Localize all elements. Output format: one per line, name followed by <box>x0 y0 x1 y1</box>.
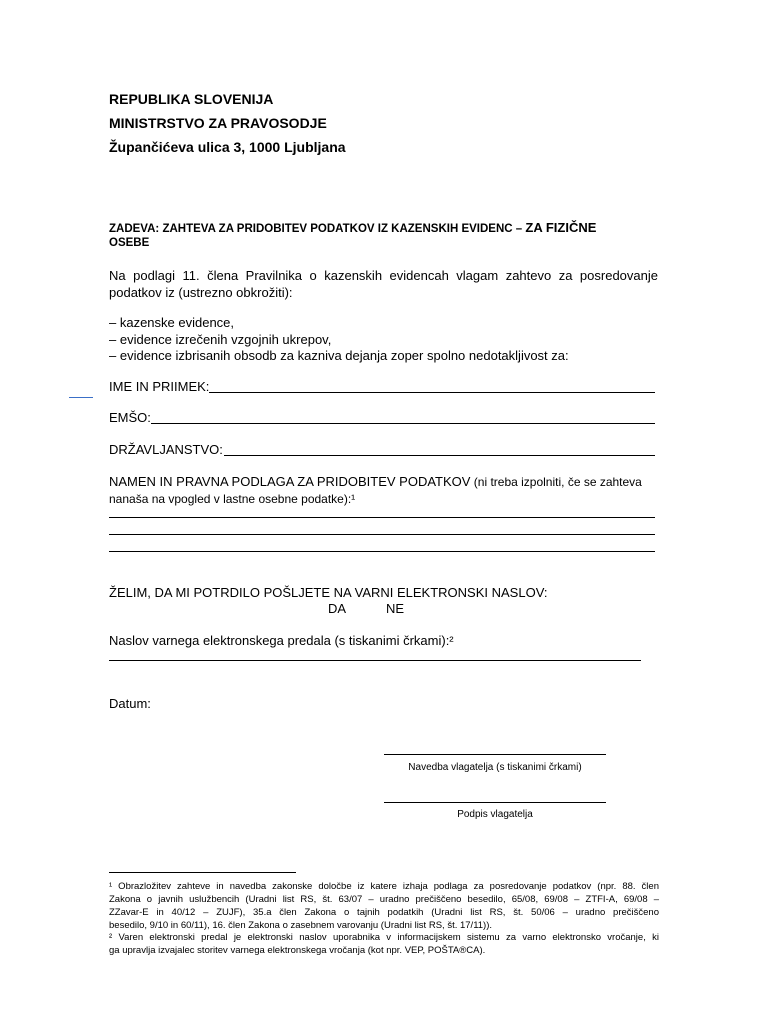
header-ministry: MINISTRSTVO ZA PRAVOSODJE <box>109 115 327 131</box>
applicant-signature-caption: Podpis vlagatelja <box>457 809 533 820</box>
purpose-line1 <box>109 474 642 489</box>
option-educational-measures: – evidence izrečenih vzgojnih ukrepov, <box>109 332 332 347</box>
option-yes[interactable]: DA <box>328 601 347 616</box>
subject-line2: OSEBE <box>109 237 150 249</box>
subject-prefix: ZADEVA: ZAHTEVA ZA PRIDOBITEV PODATKOV IZ KAZENSKIH EVIDENC – <box>109 223 526 235</box>
applicant-signature-line[interactable] <box>384 802 606 803</box>
purpose-note: (ni treba izpolniti, če se zahteva <box>470 475 642 489</box>
footnote-1-line2: Zakona o javnih uslužbencih (Uradni list RS, št. 63/07 – uradno prečiščeno besedilo, 65/08, 69/08 – ZTFI-A, 69/08 – <box>109 894 659 905</box>
purpose-input-line-3[interactable] <box>109 551 655 552</box>
date-label: Datum: <box>109 696 151 711</box>
footnote-separator <box>109 872 296 873</box>
subject-line <box>109 220 596 235</box>
purpose-input-line-1[interactable] <box>109 517 655 518</box>
emso-input-line[interactable] <box>151 423 655 424</box>
name-input-line[interactable] <box>209 392 655 393</box>
footnote-2-line2: ga upravlja izvajalec storitev varnega elektronskega vročanja (kot npr. VEP, POŠTA®CA). <box>109 945 486 956</box>
option-deleted-convictions: – evidence izbrisanih obsodb za kazniva dejanja zoper spolno nedotakljivost za: <box>109 348 569 363</box>
header-republic: REPUBLIKA SLOVENIJA <box>109 91 274 107</box>
delivery-question: ŽELIM, DA MI POTRDILO POŠLJETE NA VARNI ELEKTRONSKI NASLOV: <box>109 585 548 600</box>
citizenship-input-line[interactable] <box>224 455 655 456</box>
footnote-2-line1: ² Varen elektronski predal je elektronski naslov uporabnika v informacijskem sistemu za varno elektronsko vročanje, ki <box>109 932 659 943</box>
name-label: IME IN PRIIMEK: <box>109 379 210 394</box>
footnote-1-line3: ZZavar-E in 40/12 – ZUJF), 35.a člen Zakona o tajnih podatkih (Uradni list RS, št. 50/06 – uradno prečiščeno <box>109 907 659 918</box>
applicant-name-caption: Navedba vlagatelja (s tiskanimi črkami) <box>408 762 582 773</box>
margin-marker <box>69 397 93 398</box>
header-address: Župančićeva ulica 3, 1000 Ljubljana <box>109 139 346 155</box>
citizenship-label: DRŽAVLJANSTVO: <box>109 442 223 457</box>
emso-label: EMŠO: <box>109 410 151 425</box>
purpose-label: NAMEN IN PRAVNA PODLAGA ZA PRIDOBITEV PODATKOV <box>109 474 471 489</box>
footnote-1-line4: besedilo, 9/10 in 60/11), 16. člen Zakona o zasebnem varovanju (Uradni list RS, št. 17/11)). <box>109 920 493 931</box>
footnote-1-line1: ¹ Obrazložitev zahteve in navedba zakonske določbe iz katere izhaja podlaga za posredovanje podatkov (npr. 88. člen <box>109 881 659 892</box>
mailbox-address-label: Naslov varnega elektronskega predala (s tiskanimi črkami):² <box>109 633 454 648</box>
mailbox-address-input-line[interactable] <box>109 660 641 661</box>
subject-suffix: ZA FIZIČNE <box>525 220 597 235</box>
purpose-input-line-2[interactable] <box>109 534 655 535</box>
purpose-note-line2: nanaša na vpogled v lastne osebne podatke):¹ <box>109 492 356 506</box>
option-criminal-records: – kazenske evidence, <box>109 315 235 330</box>
applicant-name-line[interactable] <box>384 754 606 755</box>
intro-line2: podatkov iz (ustrezno obkrožiti): <box>109 285 293 300</box>
option-no[interactable]: NE <box>386 601 405 616</box>
intro-line1: Na podlagi 11. člena Pravilnika o kazenskih evidencah vlagam zahtevo za posredovanje <box>109 268 658 283</box>
